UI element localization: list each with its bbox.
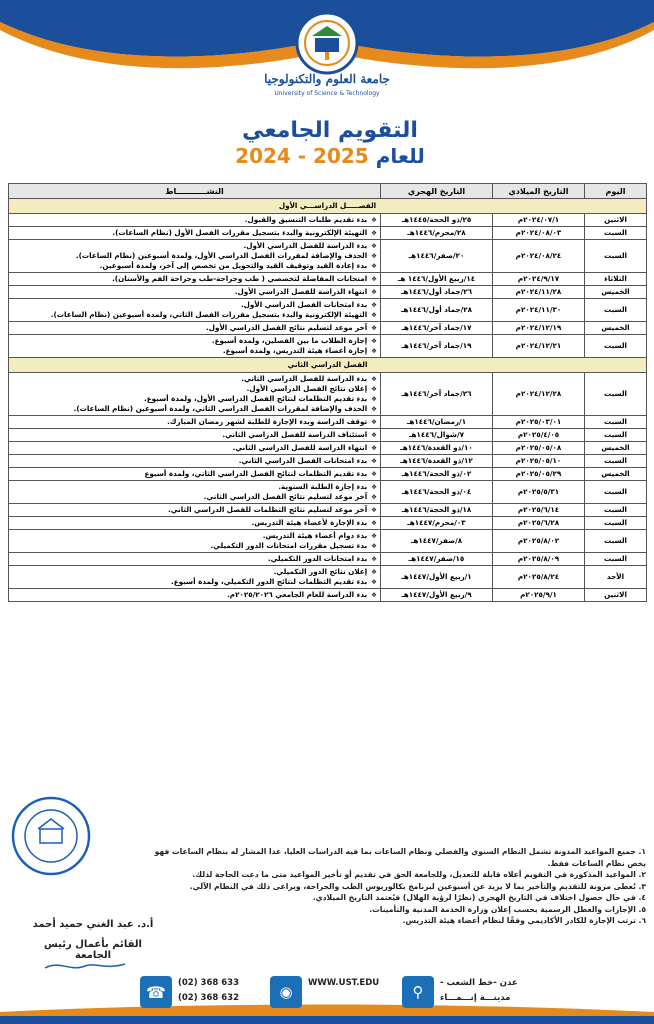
location-pin-icon: ⚲ [412, 983, 424, 1001]
activity-item: ❖ بدء تقديم التظلمات لنتائج الفصل الدراسي الأول، ولمدة أسبوع. [12, 394, 377, 404]
hijri-date-cell: ١٤/ربيع الأول/١٤٤٦ هـ [381, 273, 493, 286]
activity-item: ❖ بدء تقديم التظلمات لنتائج الفصل الدراسي الثاني، ولمدة أسبوع [12, 469, 377, 479]
activity-item: ❖ انتهاء الدراسة للفصل الدراسي الأول. [12, 287, 377, 297]
hijri-date-cell: ٢٨/جماد أول/١٤٤٦هـ [381, 299, 493, 322]
web-icon-box [270, 976, 302, 1008]
gregorian-date-cell: ٢٠٢٥/٥/٣١م [493, 481, 585, 504]
hijri-date-cell: ٢٨/محرم/١٤٤٦هـ [381, 227, 493, 240]
hijri-date-cell: ٠٣/محرم/١٤٤٧هـ [381, 517, 493, 530]
activity-cell [9, 373, 381, 416]
activity-item: ❖ إجازة أعضاء هيئة التدريس، ولمدة أسبوع. [12, 346, 377, 356]
calendar-table-wrap [8, 183, 646, 602]
activity-item: ❖ بدء تقديم التظلمات لنتائج الدور التكميلي، ولمدة أسبوع. [12, 577, 377, 587]
activity-cell [9, 530, 381, 553]
activity-cell [9, 468, 381, 481]
day-cell: السبت [585, 481, 647, 504]
phone-1: (02) 368 633 [178, 978, 240, 988]
activity-item: ❖ الحذف والإضافة لمقررات الفصل الدراسي الأول، ولمدة أسبوعين (نظام الساعات). [12, 251, 377, 261]
activity-cell [9, 504, 381, 517]
activity-cell [9, 273, 381, 286]
table-row [9, 504, 647, 517]
day-cell: السبت [585, 553, 647, 566]
activity-item: ❖ إعلان نتائج الدور التكميلي. [12, 567, 377, 577]
bottom-bar [0, 1016, 654, 1024]
day-cell: السبت [585, 530, 647, 553]
activity-item: ❖ آخر موعد لتسليم نتائج الفصل الدراسي الأول. [12, 323, 377, 333]
university-stamp [10, 795, 92, 877]
activity-item: ❖ بدء الدراسة للفصل الدراسي الثاني. [12, 374, 377, 384]
activity-item: ❖ إجازة الطلاب ما بين الفصلين، ولمدة أسبوع. [12, 336, 377, 346]
activity-item: ❖ بدء الدراسة للعام الجامعي ٢٠٢٥/٢٠٢٦م. [12, 590, 377, 600]
activity-cell [9, 286, 381, 299]
activity-item: ❖ بدء تسجيل مقررات امتحانات الدور التكميلي. [12, 541, 377, 551]
gregorian-date-cell: ٢٠٢٥/٠٥/٢٩م [493, 468, 585, 481]
hijri-date-cell: ٩/ربيع الأول/١٤٤٧هـ [381, 589, 493, 602]
activity-item: ❖ التهيئة الإلكترونية والبدء بتسجيل مقررات الفصل الثاني، ولمدة أسبوعين (نظام الساعات). [12, 310, 377, 320]
activity-cell [9, 299, 381, 322]
header-activity: النشـــــــــــاط [9, 184, 381, 199]
day-cell: الخميس [585, 322, 647, 335]
gregorian-date-cell: ٢٠٢٤/٠٧/١م [493, 214, 585, 227]
gregorian-date-cell: ٢٠٢٥/٦/١٤م [493, 504, 585, 517]
activity-item: ❖ بدء الدراسة للفصل الدراسي الأول. [12, 241, 377, 251]
activity-item: ❖ التهيئة الإلكترونية والبدء بتسجيل مقررات الفصل الأول (نظام الساعات). [12, 228, 377, 238]
phone-icon-box [140, 976, 172, 1008]
note-line: ١. جميع المواعيد المدونة تشمل النظام السنوي والفصلي ونظام الساعات بما فيه الدراسات العليا، عدا المشار له بنظام الساعات فهو [154, 847, 646, 856]
day-cell: الأحد [585, 566, 647, 589]
location-icon-box [402, 976, 434, 1008]
hijri-date-cell: ١٢/ذو القعدة/١٤٤٦هـ [381, 455, 493, 468]
table-row [9, 335, 647, 358]
hijri-date-cell: ٠٢/ذو الحجة/١٤٤٦هـ [381, 468, 493, 481]
hijri-date-cell: ٨/صفر/١٤٤٧هـ [381, 530, 493, 553]
hijri-date-cell: ١/رمضان/١٤٤٦هـ [381, 416, 493, 429]
activity-item: ❖ بدء امتحانات الدور التكميلي. [12, 554, 377, 564]
day-cell: السبت [585, 455, 647, 468]
activity-item: ❖ آخر موعد لتسليم نتائج التظلمات للفصل الدراسي الثاني. [12, 505, 377, 515]
gregorian-date-cell: ٢٠٢٤/١١/٣٠م [493, 299, 585, 322]
day-cell: السبت [585, 373, 647, 416]
table-header-row [9, 184, 647, 199]
phone-2: (02) 368 632 [178, 993, 240, 1003]
hijri-date-cell: ١٥/صفر/١٤٤٧هـ [381, 553, 493, 566]
activity-cell [9, 442, 381, 455]
activity-cell [9, 416, 381, 429]
hijri-date-cell: ٢٦/جماد آخر/١٤٤٦هـ [381, 373, 493, 416]
activity-item: ❖ إعلان نتائج الفصل الدراسي الأول. [12, 384, 377, 394]
hijri-date-cell: ١٨/ذو الحجة/١٤٤٦هـ [381, 504, 493, 517]
gregorian-date-cell: ٢٠٢٤/١١/٢٨م [493, 286, 585, 299]
signatory-name: أ.د. عبد الغني حميد أحمد [32, 919, 154, 930]
day-cell: السبت [585, 335, 647, 358]
title-year: 2024 - 2025 [235, 144, 369, 168]
day-cell: السبت [585, 504, 647, 517]
gregorian-date-cell: ٢٠٢٤/٩/١٧م [493, 273, 585, 286]
note-line: ٥. الإجازات والعطل الرسمية بحسب إعلان وزارة الخدمة المدنية والتأمينات. [369, 904, 646, 914]
gregorian-date-cell: ٢٠٢٥/٤/٠٥م [493, 429, 585, 442]
gregorian-date-cell: ٢٠٢٥/٠٥/٠٨م [493, 442, 585, 455]
gregorian-date-cell: ٢٠٢٥/٨/٢٤م [493, 566, 585, 589]
day-cell: السبت [585, 299, 647, 322]
day-cell: السبت [585, 429, 647, 442]
table-row [9, 286, 647, 299]
table-row [9, 240, 647, 273]
gregorian-date-cell: ٢٠٢٥/٦/٢٨م [493, 517, 585, 530]
table-row [9, 214, 647, 227]
title-line1: التقويم الجامعي [242, 118, 418, 143]
activity-cell [9, 335, 381, 358]
hijri-date-cell: ٢٦/جماد أول/١٤٤٦هـ [381, 286, 493, 299]
activity-item: ❖ بدء إجازة الطلبة السنوية. [12, 482, 377, 492]
table-row [9, 416, 647, 429]
activity-cell [9, 589, 381, 602]
table-row [9, 517, 647, 530]
day-cell: الخميس [585, 286, 647, 299]
day-cell: الاثنين [585, 589, 647, 602]
gregorian-date-cell: ٢٠٢٤/١٢/٢٨م [493, 373, 585, 416]
gregorian-date-cell: ٢٠٢٥/٨/٠٢م [493, 530, 585, 553]
activity-item: ❖ توقف الدراسة وبدء الإجازة للطلبة لشهر رمضان المبارك. [12, 417, 377, 427]
table-row [9, 429, 647, 442]
activity-cell [9, 322, 381, 335]
gregorian-date-cell: ٢٠٢٤/١٢/٢١م [493, 335, 585, 358]
gregorian-date-cell: ٢٠٢٤/١٢/١٩م [493, 322, 585, 335]
table-row [9, 530, 647, 553]
day-cell: السبت [585, 517, 647, 530]
table-row [9, 273, 647, 286]
calendar-table [8, 183, 647, 602]
table-row [9, 322, 647, 335]
table-row [9, 589, 647, 602]
day-cell: الاثنين [585, 214, 647, 227]
table-row [9, 299, 647, 322]
header-day: اليوم [585, 184, 647, 199]
activity-cell [9, 566, 381, 589]
activity-item: ❖ بدء دوام أعضاء هيئة التدريس. [12, 531, 377, 541]
calendar-title [220, 118, 440, 168]
note-line: ٣. تُعطى مرونة للتقديم والتأخير بما لا يزيد عن أسبوعين لبرنامج بكالوريوس الطب والجراحة، ويراعى ذلك في النظام الآلي. [189, 881, 646, 891]
hijri-date-cell: ٠٤/ذو الحجة/١٤٤٦هـ [381, 481, 493, 504]
address-line2: مدينـــة إنـــمـــاء [440, 993, 511, 1003]
phone-icon: ☎ [146, 982, 166, 1002]
title-prefix: للعام [375, 144, 425, 168]
activity-item: ❖ انتهاء الدراسة للفصل الدراسي الثاني. [12, 443, 377, 453]
title-line2 [220, 144, 440, 168]
gregorian-date-cell: ٢٠٢٤/٠٨/٠٣م [493, 227, 585, 240]
note-line: ٢. المواعيد المذكورة في التقويم أعلاه قابلة للتعديل، وللجامعة الحق في تقديم أو تأخير المواعيد متى ما دعت الحاجة لذلك. [192, 870, 646, 879]
day-cell: الخميس [585, 442, 647, 455]
table-row [9, 373, 647, 416]
hijri-date-cell: ١٩/جماد آخر/١٤٤٦هـ [381, 335, 493, 358]
table-row [9, 553, 647, 566]
table-row [9, 566, 647, 589]
header-hijri: التاريخ الهجري [381, 184, 493, 199]
table-row [9, 468, 647, 481]
notes [6, 846, 646, 927]
university-logo [282, 8, 372, 78]
table-row [9, 442, 647, 455]
hijri-date-cell: ١٧/جماد آخر/١٤٤٦هـ [381, 322, 493, 335]
gregorian-date-cell: ٢٠٢٥/٠٥/١٠م [493, 455, 585, 468]
hijri-date-cell: ٢٠/صفر/١٤٤٦هـ [381, 240, 493, 273]
note-line: يخص نظام الساعات فقط. [547, 858, 646, 868]
activity-item: ❖ بدء الإجازة لأعضاء هيئة التدريس. [12, 518, 377, 528]
hijri-date-cell: ١٠/ذو القعدة/١٤٤٦هـ [381, 442, 493, 455]
hijri-date-cell: ٢٥/ذو الحجة/١٤٤٥هـ [381, 214, 493, 227]
day-cell: السبت [585, 416, 647, 429]
table-row [9, 227, 647, 240]
gregorian-date-cell: ٢٠٢٥/٨/٠٩م [493, 553, 585, 566]
gregorian-date-cell: ٢٠٢٥/٠٣/٠١م [493, 416, 585, 429]
section-title: الفصل الدراسي الثاني [9, 358, 647, 373]
activity-item: ❖ استئناف الدراسة للفصل الدراسي الثاني. [12, 430, 377, 440]
activity-item: ❖ الحذف والإضافة لمقررات الفصل الدراسي الثاني، ولمدة أسبوعين (نظام الساعات). [12, 404, 377, 414]
section-title: الفصـــــل الدراســـي الأول [9, 199, 647, 214]
activity-item: ❖ آخر موعد لتسليم نتائج الفصل الدراسي الثاني. [12, 492, 377, 502]
activity-cell [9, 429, 381, 442]
activity-cell [9, 240, 381, 273]
university-name-en: University of Science & Technology [274, 90, 380, 97]
gregorian-date-cell: ٢٠٢٤/٠٨/٢٤م [493, 240, 585, 273]
address-line1: عدن -خط الشعب - [440, 978, 518, 988]
section-header-row [9, 199, 647, 214]
activity-cell [9, 214, 381, 227]
gregorian-date-cell: ٢٠٢٥/٩/١م [493, 589, 585, 602]
activity-item: ❖ بدء إعادة القيد وتوقيف القيد والتحويل من تخصص إلى آخر، ولمدة أسبوعين. [12, 261, 377, 271]
globe-icon: ◉ [279, 983, 293, 1001]
day-cell: السبت [585, 240, 647, 273]
header-greg: التاريخ الميلادي [493, 184, 585, 199]
activity-item: ❖ بدء تقديم طلبات التنسيق والقبول. [12, 215, 377, 225]
activity-cell [9, 227, 381, 240]
hijri-date-cell: ١/ربيع الأول/١٤٤٧هـ [381, 566, 493, 589]
hijri-date-cell: ٧/شوال/١٤٤٦هـ [381, 429, 493, 442]
activity-item: ❖ بدء امتحانات الفصل الدراسي الأول. [12, 300, 377, 310]
note-line: ٤. في حال حصول اختلاف في التاريخ الهجري (نظرًا لرؤية الهلال) فيُعتمد التاريخ الميلادي. [312, 893, 646, 902]
activity-cell [9, 481, 381, 504]
activity-cell [9, 455, 381, 468]
day-cell: الخميس [585, 468, 647, 481]
table-row [9, 481, 647, 504]
activity-item: ❖ امتحانات المفاضلة لتخصصي ( طب وجراحة-طب وجراحة الفم والأسنان). [12, 274, 377, 284]
day-cell: الثلاثاء [585, 273, 647, 286]
university-name-ar: جامعة العلوم والتكنولوجيا [264, 72, 390, 86]
day-cell: السبت [585, 227, 647, 240]
activity-item: ❖ بدء امتحانات الفصل الدراسي الثاني. [12, 456, 377, 466]
activity-cell [9, 553, 381, 566]
website[interactable]: WWW.UST.EDU [308, 978, 380, 988]
activity-cell [9, 517, 381, 530]
section-header-row [9, 358, 647, 373]
table-body [9, 199, 647, 602]
table-row [9, 455, 647, 468]
signatory-title: القائم بأعمال رئيس الجامعة [44, 939, 142, 961]
note-line: ٦. ترتب الإجازة للكادر الأكاديمي وفقًا لنظام أعضاء هيئة التدريس. [402, 916, 646, 925]
